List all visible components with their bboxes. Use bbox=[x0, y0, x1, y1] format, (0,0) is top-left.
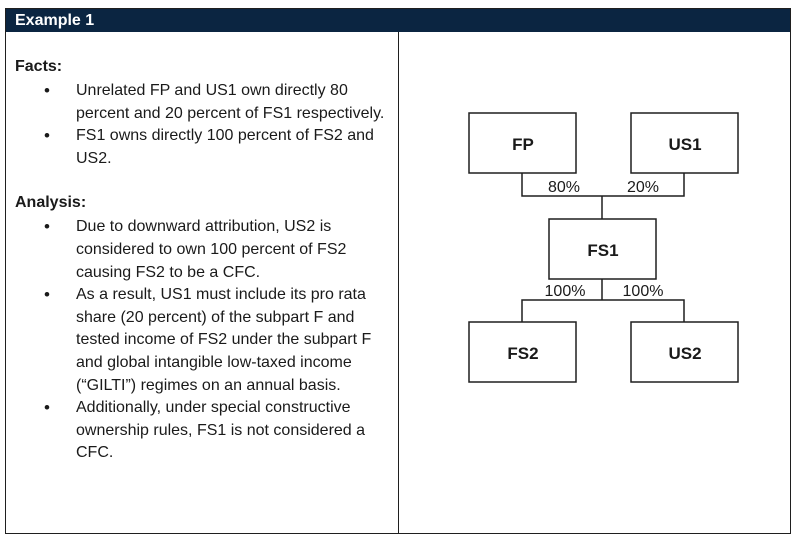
ownership-diagram bbox=[399, 32, 791, 533]
connector-fs2-us2 bbox=[522, 300, 684, 322]
facts-heading: Facts: bbox=[15, 58, 63, 75]
entity-label-us2: US2 bbox=[668, 344, 702, 363]
entity-label-fs2: FS2 bbox=[507, 344, 539, 363]
entity-label-fs1: FS1 bbox=[587, 241, 619, 260]
ownership-label-us1-fs1: 20% bbox=[626, 179, 660, 196]
analysis-bullet: • As a result, US1 must include its pro rata share (20 percent) of the subpart F and tested income of FS2 under the subpart F and global intangible low-taxed income (“GILTI”) regimes on an annual basis. bbox=[15, 284, 386, 397]
example-frame bbox=[5, 8, 791, 534]
ownership-label-fp-fs1: 80% bbox=[547, 179, 581, 196]
analysis-list bbox=[15, 216, 398, 465]
facts-bullet: • Unrelated FP and US1 own directly 80 percent and 20 percent of FS1 respectively. bbox=[15, 80, 386, 125]
ownership-label-fs1-us2: 100% bbox=[622, 283, 664, 300]
facts-bullet: • FS1 owns directly 100 percent of FS2 and US2. bbox=[15, 125, 386, 170]
analysis-bullet: • Additionally, under special constructive ownership rules, FS1 is not considered a CFC. bbox=[15, 397, 386, 465]
example-header: Example 1 bbox=[6, 9, 790, 32]
analysis-heading: Analysis: bbox=[15, 194, 87, 212]
entity-label-fp: FP bbox=[512, 135, 534, 154]
entity-label-us1: US1 bbox=[668, 135, 702, 154]
connector-fp-us1 bbox=[522, 173, 684, 196]
text-panel bbox=[6, 32, 398, 533]
facts-list bbox=[15, 80, 398, 170]
ownership-label-fs1-fs2: 100% bbox=[544, 283, 586, 300]
analysis-bullet: • Due to downward attribution, US2 is considered to own 100 percent of FS2 causing FS2 to be a CFC. bbox=[15, 216, 386, 284]
